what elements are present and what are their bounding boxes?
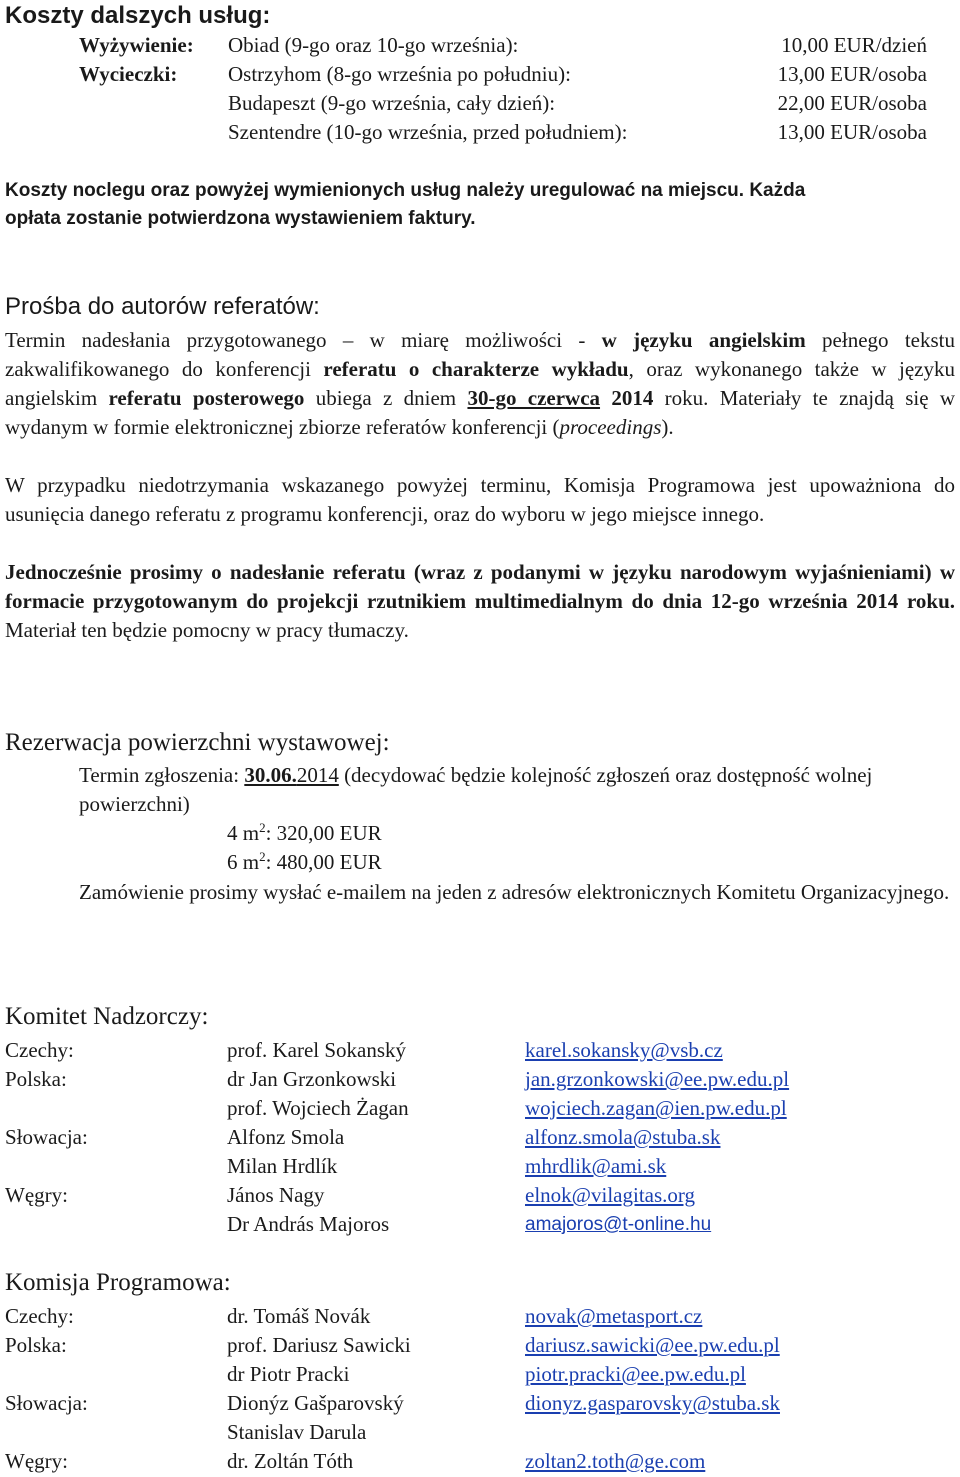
exhibit-heading: Rezerwacja powierzchni wystawowej:	[5, 729, 390, 756]
exhibit-deadline	[79, 761, 955, 819]
services-price: 13,00 EUR/osoba	[777, 120, 927, 144]
member-name: dr Jan Grzonkowski	[227, 1067, 397, 1091]
authors-paragraph-missed-deadline: W przypadku niedotrzymania wskazanego powyżej terminu, Komisja Programowa jest upoważniona do usunięcia danego referatu z programu konferencji, oraz do wyboru w jego miejsce innego.	[5, 473, 955, 526]
exhibit-price-row	[227, 820, 382, 846]
member-name: dr. Zoltán Tóth	[227, 1449, 354, 1473]
member-name: prof. Dariusz Sawicki	[227, 1333, 411, 1357]
deadline-date: 30.06.	[244, 763, 297, 787]
services-price: 10,00 EUR/dzień	[781, 33, 927, 57]
exhibit-price-row	[227, 849, 382, 875]
services-category: Wycieczki:	[79, 62, 178, 86]
services-item: Szentendre (10-go września, przed południem):	[228, 120, 628, 144]
area: 4 m	[227, 821, 260, 845]
member-email-link[interactable]: alfonz.smola@stuba.sk	[525, 1125, 721, 1149]
country-label: Czechy:	[5, 1038, 74, 1062]
country-label: Czechy:	[5, 1304, 74, 1328]
member-name: János Nagy	[227, 1183, 325, 1207]
text-run: Termin nadesłania przygotowanego – w miarę możliwości -	[5, 328, 602, 352]
services-price: 13,00 EUR/osoba	[777, 62, 927, 86]
country-label: Polska:	[5, 1333, 67, 1357]
deadline-year: 2014	[600, 386, 654, 410]
country-label: Węgry:	[5, 1449, 68, 1473]
member-email-link[interactable]: piotr.pracki@ee.pw.edu.pl	[525, 1362, 746, 1386]
services-price: 22,00 EUR/osoba	[777, 91, 927, 115]
text-run: ubiega z dniem	[304, 386, 468, 410]
member-email-link[interactable]: elnok@vilagitas.org	[525, 1183, 696, 1207]
services-heading: Koszty dalszych usług:	[5, 2, 271, 29]
member-email-link[interactable]: zoltan2.toth@ge.com	[525, 1449, 706, 1473]
exhibit-order-note: Zamówienie prosimy wysłać e-mailem na jeden z adresów elektronicznych Komitetu Organizacyjnego.	[79, 880, 950, 904]
price: : 320,00 EUR	[265, 821, 382, 845]
services-category: Wyżywienie:	[79, 33, 194, 57]
text-run-italic: proceedings	[559, 415, 662, 439]
member-email-link[interactable]: dariusz.sawicki@ee.pw.edu.pl	[525, 1333, 780, 1357]
country-label: Słowacja:	[5, 1391, 88, 1415]
text-run-bold: w języku angielskim	[601, 328, 806, 352]
area-exponent: 2	[259, 820, 266, 835]
member-email-link[interactable]: mhrdlik@ami.sk	[525, 1154, 667, 1178]
area-exponent: 2	[259, 849, 266, 864]
member-email-link[interactable]: dionyz.gasparovsky@stuba.sk	[525, 1391, 780, 1415]
member-email-link[interactable]: novak@metasport.cz	[525, 1304, 703, 1328]
text-run-bold: referatu posterowego	[108, 386, 305, 410]
services-item: Obiad (9-go oraz 10-go września):	[228, 33, 519, 57]
supervisory-heading: Komitet Nadzorczy:	[5, 1003, 209, 1030]
member-name: Milan Hrdlík	[227, 1154, 338, 1178]
member-email-link[interactable]: karel.sokansky@vsb.cz	[525, 1038, 723, 1062]
country-label: Węgry:	[5, 1183, 68, 1207]
member-name: Stanislav Darula	[227, 1420, 367, 1444]
text-run: roku. Materiały te znajdą się w wydanym w formie elektronicznej zbiorze referatów konferencji (	[5, 386, 955, 439]
country-label: Słowacja:	[5, 1125, 88, 1149]
text-run: Materiał ten będzie pomocny w pracy tłumaczy.	[5, 618, 409, 642]
member-name: Alfonz Smola	[227, 1125, 345, 1149]
member-name: Dr András Majoros	[227, 1212, 390, 1236]
member-name: dr. Tomáš Novák	[227, 1304, 371, 1328]
text-run: , oraz wykonanego także w języku angielskim	[5, 357, 955, 410]
text-run: Termin zgłoszenia:	[79, 763, 245, 787]
text-run: (decydować będzie kolejność zgłoszeń oraz dostępność wolnej powierzchni)	[79, 763, 873, 816]
authors-paragraph-presentation	[5, 558, 955, 645]
member-name: prof. Karel Sokanský	[227, 1038, 407, 1062]
price: : 480,00 EUR	[265, 850, 382, 874]
area: 6 m	[227, 850, 260, 874]
text-run-bold: Jednocześnie prosimy o nadesłanie referatu (wraz z podanymi w języku narodowym wyjaśnieniami) w formacie przygotowanym do projekcji rzutnikiem multimedialnym do dnia 12-go września 2014 roku.	[5, 560, 955, 613]
services-item: Budapeszt (9-go września, cały dzień):	[228, 91, 556, 115]
authors-paragraph-deadline	[5, 326, 955, 442]
program-heading: Komisja Programowa:	[5, 1269, 231, 1296]
country-label: Polska:	[5, 1067, 67, 1091]
deadline-date: 30-go czerwca	[467, 386, 601, 410]
text-run: ).	[661, 415, 674, 439]
services-item: Ostrzyhom (8-go września po południu):	[228, 62, 571, 86]
authors-heading: Prośba do autorów referatów:	[5, 293, 320, 320]
member-name: Dionýz Gašparovský	[227, 1391, 404, 1415]
member-email-link[interactable]: amajoros@t-online.hu	[525, 1214, 712, 1235]
deadline-year: 2014	[296, 763, 339, 787]
member-email-link[interactable]: wojciech.zagan@ien.pw.edu.pl	[525, 1096, 787, 1120]
text-run: pełnego tekstu zakwalifikowanego do konferencji	[5, 328, 955, 381]
member-name: dr Piotr Pracki	[227, 1362, 350, 1386]
services-note-line2: opłata zostanie potwierdzona wystawieniem faktury.	[5, 208, 476, 229]
text-run-bold: referatu o charakterze wykładu	[323, 357, 629, 381]
services-note-line1: Koszty noclegu oraz powyżej wymienionych usług należy uregulować na miejscu. Każda	[5, 180, 806, 201]
member-email-link[interactable]: jan.grzonkowski@ee.pw.edu.pl	[525, 1067, 790, 1091]
member-name: prof. Wojciech Żagan	[227, 1096, 409, 1120]
